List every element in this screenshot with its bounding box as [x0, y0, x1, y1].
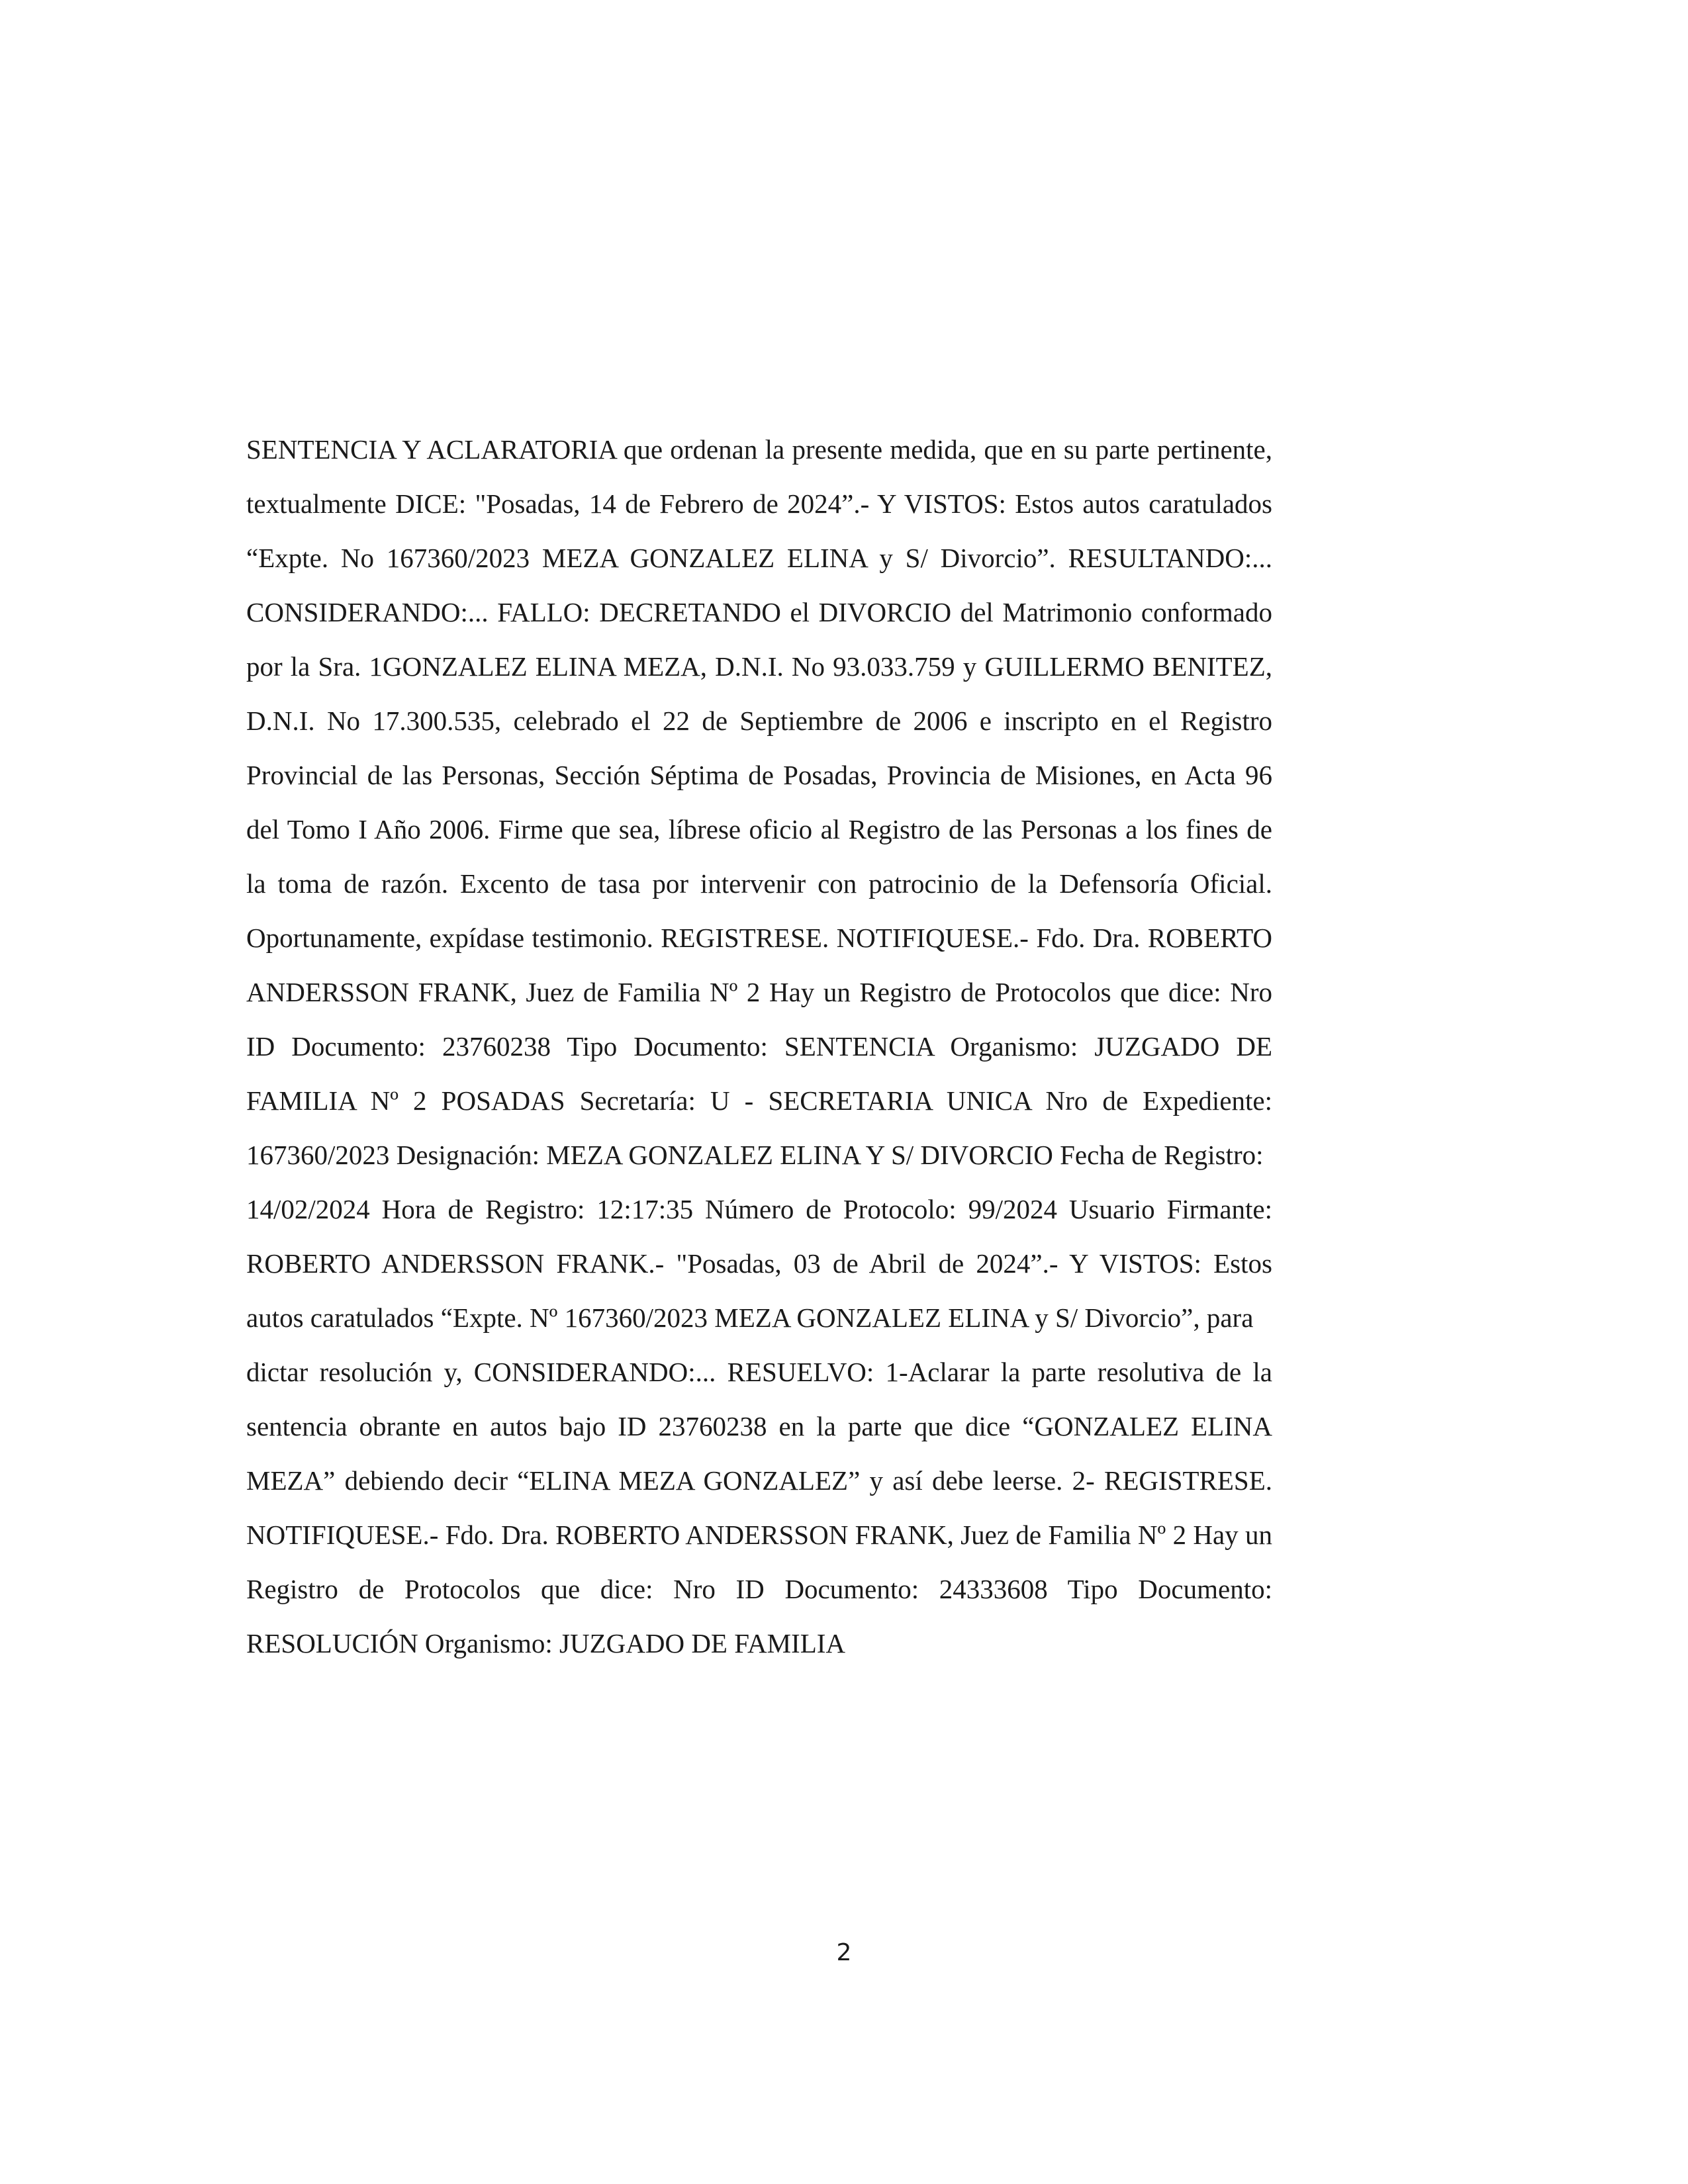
paragraph-resolucion: dictar resolución y, CONSIDERANDO:... RESUELVO: 1-Aclarar la parte resolutiva de la sentencia obrante en autos bajo ID 23760238 en la parte que dice “GONZALEZ ELINA MEZA” debiendo decir “ELINA MEZA GONZALEZ” y así debe leerse. 2- REGISTRESE. NOTIFIQUESE.- Fdo. Dra. ROBERTO ANDERSSON FRANK, Juez de Familia Nº 2 Hay un Registro de Protocolos que dice: Nro ID Documento: 24333608 Tipo Documento: RESOLUCIÓN Organismo: JUZGADO DE FAMILIA [246, 1357, 1272, 1659]
paragraph-sentencia: SENTENCIA Y ACLARATORIA que ordenan la presente medida, que en su parte pertinente, textualmente DICE: "Posadas, 14 de Febrero de 2024”.- Y VISTOS: Estos autos caratulados “Expte. No 167360/2023 MEZA GONZALEZ ELINA y S/ Divorcio”. RESULTANDO:... CONSIDERANDO:... FALLO: DECRETANDO el DIVORCIO del Matrimonio conformado por la Sra. 1GONZALEZ ELINA MEZA, D.N.I. No 93.033.759 y GUILLERMO BENITEZ, D.N.I. No 17.300.535, celebrado el 22 de Septiembre de 2006 e inscripto en el Registro Provincial de las Personas, Sección Séptima de Posadas, Provincia de Misiones, en Acta 96 del Tomo I Año 2006. Firme que sea, líbrese oficio al Registro de las Personas a los fines de la toma de razón. Excento de tasa por intervenir con patrocinio de la Defensoría Oficial. Oportunamente, expídase testimonio. REGISTRESE. NOTIFIQUESE.- Fdo. Dra. ROBERTO ANDERSSON FRANK, Juez de Familia Nº 2 Hay un Registro de Protocolos que dice: Nro ID Documento: 23760238 Tipo Documento: SENTENCIA Organismo: JUZGADO DE FAMILIA Nº 2 POSADAS Secretaría: U - SECRETARIA UNICA Nro de Expediente: 167360/2023 Designación: MEZA GONZALEZ ELINA Y S/ DIVORCIO Fecha de Registro: [246, 434, 1272, 1170]
paragraph-registro: 14/02/2024 Hora de Registro: 12:17:35 Número de Protocolo: 99/2024 Usuario Firmante: ROBERTO ANDERSSON FRANK.- "Posadas, 03 de Abril de 2024”.- Y VISTOS: Estos autos caratulados “Expte. Nº 167360/2023 MEZA GONZALEZ ELINA y S/ Divorcio”, para [246, 1194, 1272, 1333]
page-number: 2 [836, 1939, 852, 1966]
document-body [246, 422, 1272, 1670]
